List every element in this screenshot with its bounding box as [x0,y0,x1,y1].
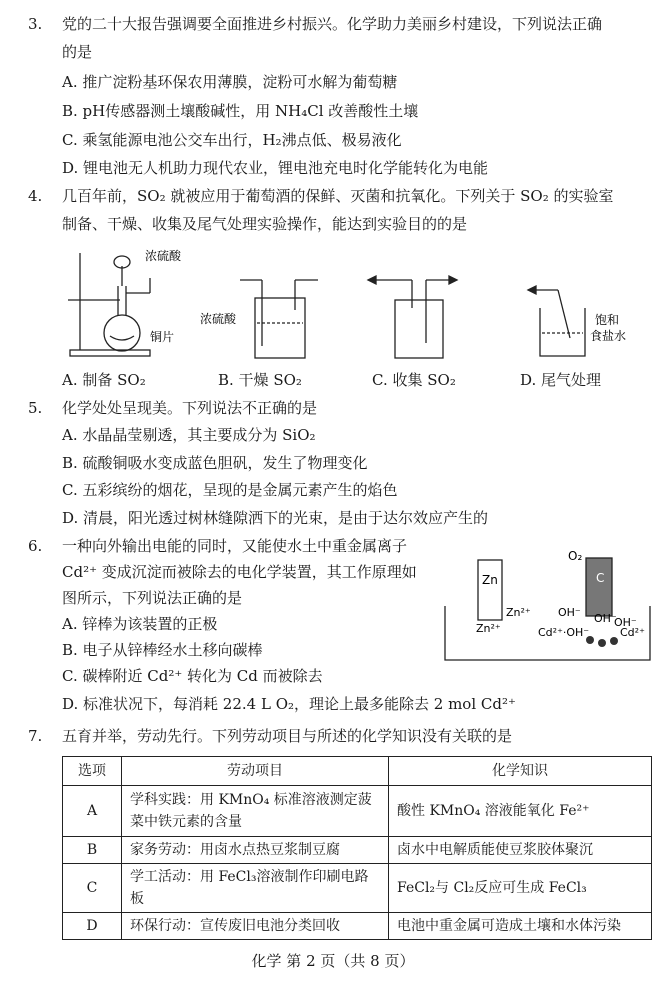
apparatus-d-tail-gas-beaker [528,286,585,356]
q7-stem: 五育并举，劳动先行。下列劳动项目与所述的化学知识没有关联的是 [62,727,513,745]
apparatus-b-drying-bottle [240,280,318,358]
q6-option-a: A. 锌棒为该装置的正极 [62,615,218,633]
zinc-rod [478,560,502,620]
q6-number: 6. [28,537,43,555]
q6-option-c: C. 碳棒附近 Cd²⁺ 转化为 Cd 而被除去 [62,667,323,685]
q3-stem-line2: 的是 [62,43,93,61]
label-d-saturated: 饱和 [595,313,620,327]
q4-number: 4. [28,187,43,205]
q7-table [62,756,652,940]
q4-apparatus-figure [50,238,660,363]
label-zn2-b: Zn²⁺ [476,622,501,635]
table-row [63,837,652,864]
label-o2: O₂ [568,549,583,563]
page-footer: 化学 第 2 页（共 8 页） [251,952,415,970]
q5-option-b: B. 硫酸铜吸水变成蓝色胆矾，发生了物理变化 [62,454,368,472]
table-row [63,786,652,837]
label-oh-1: OH⁻ [558,606,581,619]
label-a-copper: 铜片 [150,330,175,344]
label-c: C [596,571,605,585]
q5-number: 5. [28,399,43,417]
label-b-conc-acid: 浓硫酸 [200,312,237,326]
q3-option-c: C. 乘氢能源电池公交车出行，H₂沸点低、极易液化 [62,131,402,149]
q7-number: 7. [28,727,43,745]
label-cd: Cd²⁺ [620,626,645,639]
label-oh-3: OH⁻ [614,616,637,629]
row-c-labor: 学工活动：用 FeCl₃溶液制作印刷电路板 [122,864,389,913]
table-row [63,864,652,913]
q5-stem: 化学处处呈现美。下列说法不正确的是 [62,399,318,417]
q4-option-b: B. 干燥 SO₂ [218,371,302,389]
label-cd-oh: Cd²⁺·OH⁻ [538,626,590,639]
q4-option-a: A. 制备 SO₂ [62,371,146,389]
row-a-option: A [63,786,122,837]
q6-stem-line2: Cd²⁺ 变成沉淀而被除去的电化学装置，其工作原理如 [62,563,417,581]
q5-option-a: A. 水晶晶莹剔透，其主要成分为 SiO₂ [62,426,316,444]
row-d-labor: 环保行动：宣传废旧电池分类回收 [122,913,389,940]
q4-option-c: C. 收集 SO₂ [372,371,456,389]
table-header-row [63,757,652,786]
row-d-knowledge: 电池中重金属可造成土壤和水体污染 [389,913,652,940]
row-b-labor: 家务劳动：用卤水点热豆浆制豆腐 [122,837,389,864]
q6-stem-line1: 一种向外输出电能的同时，又能使水土中重金属离子 [62,537,408,555]
header-option: 选项 [63,757,122,786]
q5-option-d: D. 清晨，阳光透过树林缝隙洒下的光束，是由于达尔效应产生的 [62,509,489,527]
q6-stem-line3: 图所示，下列说法正确的是 [62,589,243,607]
label-oh-2: OH⁻ [594,612,617,625]
label-d-brine: 食盐水 [590,329,627,343]
q4-stem-line1: 几百年前，SO₂ 就被应用于葡萄酒的保鲜、灭菌和抗氧化。下列关于 SO₂ 的实验室 [62,187,614,205]
carbon-rod [586,558,612,616]
q3-option-b: B. pH传感器测土壤酸碱性，用 NH₄Cl 改善酸性土壤 [62,102,419,120]
q6-option-b: B. 电子从锌棒经水土移向碳棒 [62,641,263,659]
q3-option-d: D. 锂电池无人机助力现代农业，锂电池充电时化学能转化为电能 [62,159,489,177]
q4-stem-line2: 制备、干燥、收集及尾气处理实验操作，能达到实验目的的是 [62,215,468,233]
row-a-labor: 学科实践：用 KMnO₄ 标准溶液测定菠菜中铁元素的含量 [122,786,389,837]
q4-option-d: D. 尾气处理 [520,371,602,389]
apparatus-a-generator [68,253,150,356]
q6-electrochemical-device-figure [440,548,655,663]
header-labor-item: 劳动项目 [122,757,389,786]
q3-option-a: A. 推广淀粉基环保农用薄膜，淀粉可水解为葡萄糖 [62,73,398,91]
row-b-knowledge: 卤水中电解质能使豆浆胶体聚沉 [389,837,652,864]
q3-stem-line1: 党的二十大报告强调要全面推进乡村振兴。化学助力美丽乡村建设，下列说法正确 [62,15,603,33]
q3-number: 3. [28,15,43,33]
row-b-option: B [63,837,122,864]
q5-option-c: C. 五彩缤纷的烟花，呈现的是金属元素产生的焰色 [62,481,398,499]
label-zn: Zn [482,573,498,587]
header-chem-knowledge: 化学知识 [389,757,652,786]
row-c-knowledge: FeCl₂与 Cl₂反应可生成 FeCl₃ [389,864,652,913]
label-a-conc-acid: 浓硫酸 [145,249,182,263]
row-c-option: C [63,864,122,913]
table-row [63,913,652,940]
row-a-knowledge: 酸性 KMnO₄ 溶液能氧化 Fe²⁺ [389,786,652,837]
row-d-option: D [63,913,122,940]
label-zn2-a: Zn²⁺ [506,606,531,619]
apparatus-c-collection-bottle [368,276,457,358]
q6-option-d: D. 标准状况下，每消耗 22.4 L O₂，理论上最多能除去 2 mol Cd²⁺ [62,695,516,713]
